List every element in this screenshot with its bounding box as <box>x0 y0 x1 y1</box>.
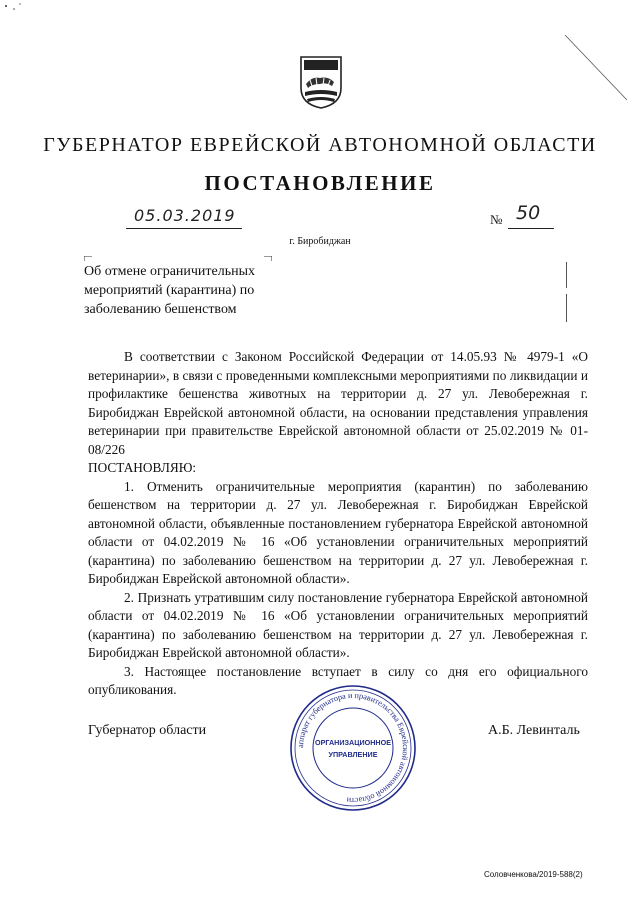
document-type: ПОСТАНОВЛЕНИЕ <box>204 171 436 195</box>
margin-mark <box>566 262 567 288</box>
date-underline <box>126 228 242 229</box>
preamble-paragraph: В соответствии с Законом Российской Федерации от 14.05.93 № 4979-1 «О ветеринарии», в связи с проведенными комплексными мероприятиями по ликвидации и профилактике бешенства животных на территории д. 27 ул. Левобережная г. Биробиджан Еврейской автономной области, на основании представления управления ветеринарии при правительстве Еврейской автономной области от 25.02.2019 № 01-08/226 <box>88 349 588 457</box>
issuing-authority: ГУБЕРНАТОР ЕВРЕЙСКОЙ АВТОНОМНОЙ ОБЛАСТИ <box>43 134 597 156</box>
document-body <box>88 348 588 700</box>
footer-registration-code: Соловченкова/2019-588(2) <box>484 870 583 879</box>
place-of-issue: г. Биробиджан <box>289 236 351 247</box>
scan-mark-top-right <box>555 30 635 110</box>
signatory-title: Губернатор области <box>88 723 207 738</box>
subject-line: Об отмене ограничительных <box>84 264 256 279</box>
coat-of-arms-icon <box>298 54 344 110</box>
number-underline <box>508 228 554 229</box>
subject-corner-left <box>84 256 92 261</box>
subject-line: мероприятий (карантина) по <box>84 283 255 298</box>
document-number: 50 <box>516 202 541 224</box>
document-date: 05.03.2019 <box>134 206 236 225</box>
seal-center-line1: ОРГАНИЗАЦИОННОЕ <box>314 738 392 747</box>
subject-line: заболеванию бешенством <box>84 302 237 317</box>
number-label: № <box>490 212 503 227</box>
clause-paragraph: 2. Признать утратившим силу постановление губернатора Еврейской автономной области от 04.02.2019 № 16 «Об установлении ограничительных мероприятий (карантина) по заболеванию бешенством на территории д. 27 ул. Левобережная г. Биробиджан Еврейской автономной области». <box>88 589 588 660</box>
document-subject <box>84 262 294 319</box>
resolution-keyword: ПОСТАНОВЛЯЮ: <box>88 460 197 475</box>
seal-ring-text: аппарат губернатора и правительства Еврейской автономной области <box>295 690 411 806</box>
scan-mark-top-left <box>0 0 40 20</box>
subject-corner-right <box>264 256 272 261</box>
official-seal-stamp <box>288 683 418 813</box>
signatory-name: А.Б. Левинталь <box>488 723 580 738</box>
margin-mark <box>566 294 567 322</box>
seal-center-line2: УПРАВЛЕНИЕ <box>328 750 378 759</box>
clause-paragraph: 1. Отменить ограничительные мероприятия (карантин) по заболеванию бешенством на территории д. 27 ул. Левобережная г. Биробиджан Еврейской автономной области, объявленные постановлением губернатора Еврейской автономной области от 04.02.2019 № 16 «Об установлении ограничительных мероприятий (карантина) по заболеванию бешенством на территории д. 27 ул. Левобережная г. Биробиджан Еврейской автономной области». <box>88 478 588 586</box>
clause-paragraph: 3. Настоящее постановление вступает в силу со дня его официального опубликования. <box>88 663 588 697</box>
